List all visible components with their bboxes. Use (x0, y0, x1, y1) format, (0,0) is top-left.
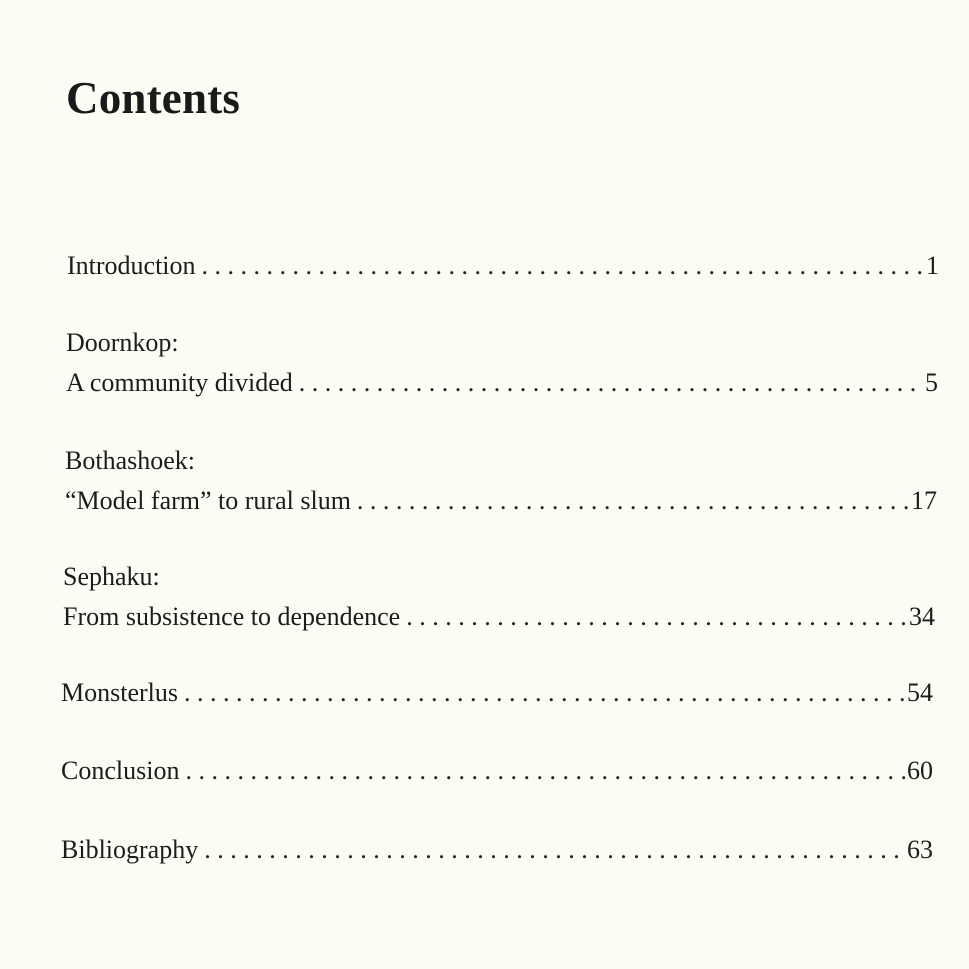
toc-entry-line (61, 837, 933, 863)
toc-entry-line (65, 488, 937, 514)
toc-page-number: 5 (925, 368, 938, 397)
toc-entry-monsterlus (61, 680, 933, 706)
toc-entry-introduction (67, 253, 939, 279)
toc-entry-line (66, 370, 938, 396)
toc-page-number: 1 (926, 251, 939, 280)
toc-page-number: 60 (907, 756, 933, 785)
toc-entry-sephaku (63, 564, 935, 630)
toc-entry-conclusion (61, 758, 933, 784)
dot-leader (406, 604, 907, 630)
toc-entry-title: From subsistence to dependence (63, 602, 401, 631)
toc-entry-bothashoek (65, 448, 937, 514)
dot-leader (184, 680, 905, 706)
toc-entry-line (61, 758, 933, 784)
toc-entry-line (61, 680, 933, 706)
toc-entry-header: Doornkop: (66, 328, 179, 357)
toc-entry-bibliography (61, 837, 933, 863)
toc-page-number: 54 (907, 678, 933, 707)
toc-entry-title: Conclusion (61, 756, 180, 785)
toc-entry-title: Introduction (67, 251, 196, 280)
dot-leader (204, 837, 905, 863)
toc-entry-line (63, 604, 935, 630)
toc-entry-title: Bibliography (61, 835, 199, 864)
page-title: Contents (66, 73, 241, 123)
toc-entry-header: Sephaku: (63, 562, 160, 591)
toc-entry-title: “Model farm” to rural slum (65, 486, 351, 515)
dot-leader (185, 758, 905, 784)
toc-page-number: 63 (907, 835, 933, 864)
dot-leader (202, 253, 924, 279)
toc-entry-doornkop (66, 330, 938, 396)
toc-page-number: 17 (911, 486, 937, 515)
toc-page-number: 34 (909, 602, 935, 631)
toc-entry-line (67, 253, 939, 279)
dot-leader (299, 370, 923, 396)
toc-entry-header: Bothashoek: (65, 446, 195, 475)
toc-entry-title: A community divided (66, 368, 293, 397)
toc-entry-title: Monsterlus (61, 678, 178, 707)
dot-leader (357, 488, 909, 514)
